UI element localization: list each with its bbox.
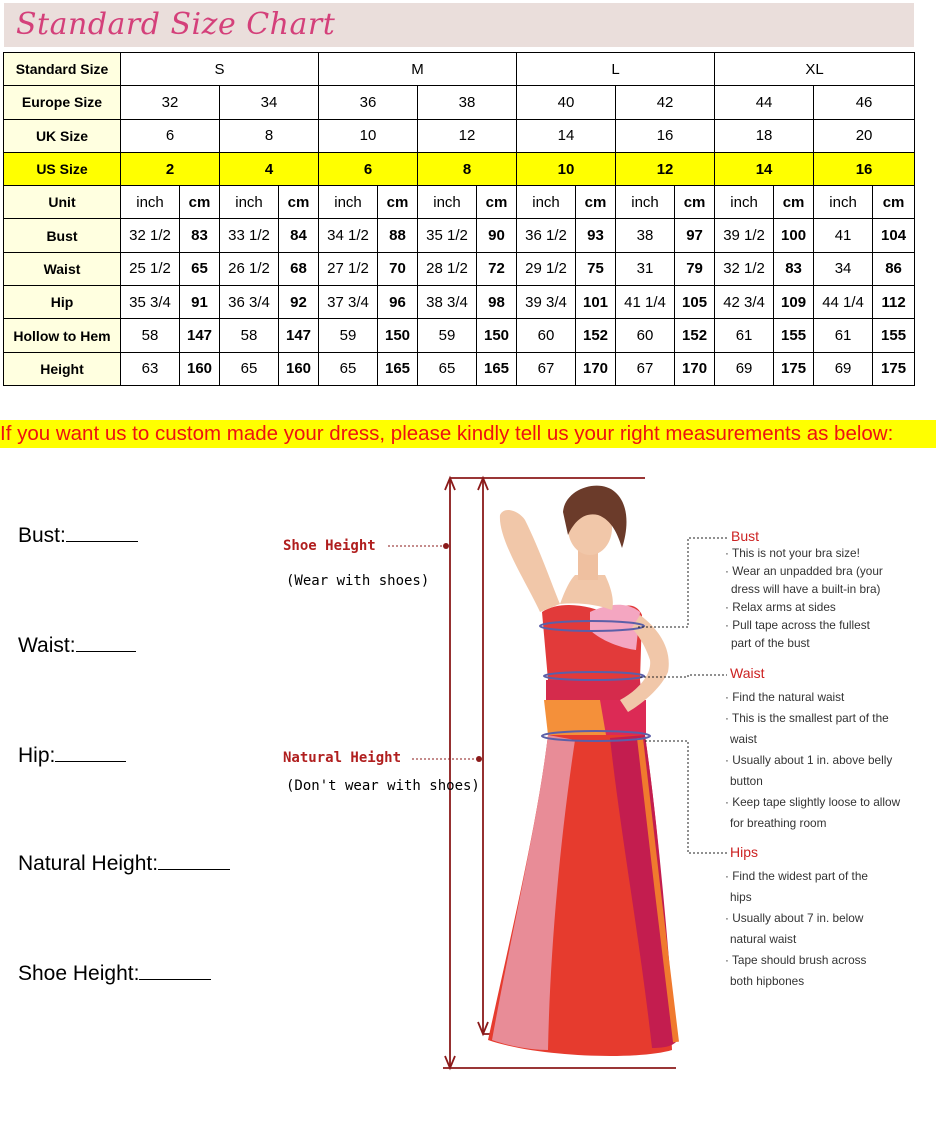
inch-cell: 39 3/4 <box>517 286 576 319</box>
size-cell: XL <box>715 53 915 86</box>
bust-note-item: dress will have a built-in bra) <box>731 582 881 596</box>
cm-cell: 86 <box>873 252 915 285</box>
model-figure <box>488 486 676 1056</box>
uk-size-row <box>4 119 915 152</box>
natural-height-note: (Don't wear with shoes) <box>286 778 480 794</box>
size-cell: L <box>517 53 715 86</box>
cm-cell: 105 <box>675 286 715 319</box>
cm-cell: 91 <box>180 286 220 319</box>
bust-note-item: · This is not your bra size! <box>725 546 860 560</box>
inch-cell: 44 1/4 <box>814 286 873 319</box>
row-label: Waist <box>4 252 121 285</box>
inch-cell: 28 1/2 <box>418 252 477 285</box>
hips-note-item: · Usually about 7 in. below <box>725 911 864 925</box>
waist-note-item: · Usually about 1 in. above belly <box>725 753 893 767</box>
size-cell: 6 <box>319 152 418 185</box>
bust-note-item: · Relax arms at sides <box>725 600 836 614</box>
inch-cell: 59 <box>418 319 477 352</box>
cm-cell: 150 <box>477 319 517 352</box>
hips-note-heading: Hips <box>730 844 759 860</box>
inch-cell: 61 <box>814 319 873 352</box>
hips-note-item: · Find the widest part of the <box>725 869 868 883</box>
row-label: Bust <box>4 219 121 252</box>
inch-cell: 31 <box>616 252 675 285</box>
europe-size-row <box>4 86 915 119</box>
cm-cell: 147 <box>279 319 319 352</box>
size-cell: 2 <box>121 152 220 185</box>
size-cell: S <box>121 53 319 86</box>
us-size-row <box>4 152 915 185</box>
cm-cell: 155 <box>873 319 915 352</box>
inch-cell: 41 1/4 <box>616 286 675 319</box>
inch-cell: 67 <box>517 352 576 385</box>
inch-cell: 38 3/4 <box>418 286 477 319</box>
shoe-height-marker-dot <box>443 543 449 549</box>
cm-cell: 84 <box>279 219 319 252</box>
cm-cell: 165 <box>378 352 418 385</box>
inch-cell: inch <box>319 186 378 219</box>
waist-note-heading: Waist <box>730 665 765 681</box>
cm-cell: 160 <box>180 352 220 385</box>
waist-note-item: button <box>730 774 763 788</box>
inch-cell: 34 1/2 <box>319 219 378 252</box>
cm-cell: 92 <box>279 286 319 319</box>
cm-cell: cm <box>477 186 517 219</box>
inch-cell: 65 <box>418 352 477 385</box>
inch-cell: 58 <box>121 319 180 352</box>
inch-cell: 34 <box>814 252 873 285</box>
cm-cell: cm <box>576 186 616 219</box>
cm-cell: 155 <box>774 319 814 352</box>
inch-cell: 59 <box>319 319 378 352</box>
natural-height-field-label: Natural Height: <box>18 852 159 875</box>
inch-cell: inch <box>418 186 477 219</box>
hollow-to-hem-row <box>4 319 915 352</box>
cm-cell: 97 <box>675 219 715 252</box>
cm-cell: 90 <box>477 219 517 252</box>
inch-cell: 35 3/4 <box>121 286 180 319</box>
row-label: Standard Size <box>4 53 121 86</box>
inch-cell: inch <box>715 186 774 219</box>
row-label: Hollow to Hem <box>4 319 121 352</box>
row-label: UK Size <box>4 119 121 152</box>
inch-cell: 25 1/2 <box>121 252 180 285</box>
cm-cell: 98 <box>477 286 517 319</box>
cm-cell: 152 <box>576 319 616 352</box>
hips-note-item: · Tape should brush across <box>725 953 867 967</box>
inch-cell: 35 1/2 <box>418 219 477 252</box>
size-cell: 18 <box>715 119 814 152</box>
size-cell: 16 <box>814 152 915 185</box>
inch-cell: 65 <box>319 352 378 385</box>
cm-cell: 100 <box>774 219 814 252</box>
bust-row <box>4 219 915 252</box>
hips-note-item: hips <box>730 890 752 904</box>
size-cell: 4 <box>220 152 319 185</box>
cm-cell: cm <box>774 186 814 219</box>
chart-title: Standard Size Chart <box>16 7 336 42</box>
size-cell: 20 <box>814 119 915 152</box>
inch-cell: 26 1/2 <box>220 252 279 285</box>
inch-cell: 37 3/4 <box>319 286 378 319</box>
size-cell: 8 <box>418 152 517 185</box>
inch-cell: 69 <box>715 352 774 385</box>
cm-cell: cm <box>675 186 715 219</box>
waist-note-item: for breathing room <box>730 816 827 830</box>
waist-note-item: · This is the smallest part of the <box>725 711 889 725</box>
size-cell: 42 <box>616 86 715 119</box>
inch-cell: 65 <box>220 352 279 385</box>
inch-cell: 33 1/2 <box>220 219 279 252</box>
cm-cell: 152 <box>675 319 715 352</box>
size-cell: 32 <box>121 86 220 119</box>
shoe-height-label: Shoe Height <box>283 538 376 554</box>
chart-title-bar <box>4 3 914 47</box>
inch-cell: 36 3/4 <box>220 286 279 319</box>
cm-cell: cm <box>378 186 418 219</box>
size-cell: 8 <box>220 119 319 152</box>
bust-note-heading: Bust <box>731 528 760 544</box>
cm-cell: 93 <box>576 219 616 252</box>
hip-row <box>4 286 915 319</box>
natural-height-marker-dot <box>476 756 482 762</box>
size-cell: 12 <box>418 119 517 152</box>
cm-cell: 112 <box>873 286 915 319</box>
size-cell: 36 <box>319 86 418 119</box>
inch-cell: 61 <box>715 319 774 352</box>
waist-note-item: waist <box>730 732 757 746</box>
standard-size-row <box>4 53 915 86</box>
waist-field-label: Waist: <box>18 634 76 657</box>
waist-note-item: · Find the natural waist <box>725 690 845 704</box>
cm-cell: 170 <box>576 352 616 385</box>
cm-cell: 75 <box>576 252 616 285</box>
size-cell: 10 <box>517 152 616 185</box>
inch-cell: inch <box>814 186 873 219</box>
inch-cell: 32 1/2 <box>715 252 774 285</box>
hips-note-item: both hipbones <box>730 974 805 988</box>
cm-cell: 96 <box>378 286 418 319</box>
cm-cell: 65 <box>180 252 220 285</box>
hip-field-label: Hip: <box>18 744 56 767</box>
size-cell: 14 <box>517 119 616 152</box>
inch-cell: 38 <box>616 219 675 252</box>
cm-cell: 79 <box>675 252 715 285</box>
inch-cell: 29 1/2 <box>517 252 576 285</box>
row-label: Hip <box>4 286 121 319</box>
size-cell: 34 <box>220 86 319 119</box>
inch-cell: 63 <box>121 352 180 385</box>
bust-note-item: part of the bust <box>731 636 810 650</box>
inch-cell: 27 1/2 <box>319 252 378 285</box>
cm-cell: 175 <box>873 352 915 385</box>
inch-cell: 58 <box>220 319 279 352</box>
size-cell: 10 <box>319 119 418 152</box>
inch-cell: 36 1/2 <box>517 219 576 252</box>
bust-note-item: · Wear an unpadded bra (your <box>725 564 883 578</box>
inch-cell: inch <box>517 186 576 219</box>
size-cell: 40 <box>517 86 616 119</box>
row-label: Unit <box>4 186 121 219</box>
bust-note-item: · Pull tape across the fullest <box>725 618 870 632</box>
size-cell: M <box>319 53 517 86</box>
cm-cell: cm <box>279 186 319 219</box>
inch-cell: 42 3/4 <box>715 286 774 319</box>
inch-cell: inch <box>616 186 675 219</box>
custom-measurements-banner: If you want us to custom made your dress, please kindly tell us your right measurements as below: <box>0 420 936 448</box>
cm-cell: 68 <box>279 252 319 285</box>
size-cell: 16 <box>616 119 715 152</box>
cm-cell: 165 <box>477 352 517 385</box>
height-row <box>4 352 915 385</box>
size-cell: 14 <box>715 152 814 185</box>
size-cell: 46 <box>814 86 915 119</box>
waist-row <box>4 252 915 285</box>
waist-note-item: · Keep tape slightly loose to allow <box>725 795 901 809</box>
size-cell: 38 <box>418 86 517 119</box>
inch-cell: 41 <box>814 219 873 252</box>
inch-cell: inch <box>121 186 180 219</box>
hips-note-item: natural waist <box>730 932 797 946</box>
size-cell: 6 <box>121 119 220 152</box>
cm-cell: 147 <box>180 319 220 352</box>
cm-cell: 160 <box>279 352 319 385</box>
inch-cell: 60 <box>517 319 576 352</box>
cm-cell: 109 <box>774 286 814 319</box>
natural-height-label: Natural Height <box>283 750 402 766</box>
cm-cell: 175 <box>774 352 814 385</box>
cm-cell: 150 <box>378 319 418 352</box>
cm-cell: 104 <box>873 219 915 252</box>
size-cell: 44 <box>715 86 814 119</box>
shoe-height-note: (Wear with shoes) <box>286 573 430 589</box>
cm-cell: cm <box>180 186 220 219</box>
inch-cell: 69 <box>814 352 873 385</box>
row-label: US Size <box>4 152 121 185</box>
cm-cell: 83 <box>180 219 220 252</box>
inch-cell: 32 1/2 <box>121 219 180 252</box>
row-label: Europe Size <box>4 86 121 119</box>
cm-cell: 70 <box>378 252 418 285</box>
cm-cell: cm <box>873 186 915 219</box>
size-cell: 12 <box>616 152 715 185</box>
row-label: Height <box>4 352 121 385</box>
inch-cell: 39 1/2 <box>715 219 774 252</box>
cm-cell: 170 <box>675 352 715 385</box>
shoe-height-field-label: Shoe Height: <box>18 962 140 985</box>
bust-field-label: Bust: <box>18 524 66 547</box>
inch-cell: 67 <box>616 352 675 385</box>
cm-cell: 101 <box>576 286 616 319</box>
cm-cell: 83 <box>774 252 814 285</box>
inch-cell: inch <box>220 186 279 219</box>
cm-cell: 72 <box>477 252 517 285</box>
cm-cell: 88 <box>378 219 418 252</box>
size-chart-table <box>3 52 915 386</box>
inch-cell: 60 <box>616 319 675 352</box>
unit-row <box>4 186 915 219</box>
